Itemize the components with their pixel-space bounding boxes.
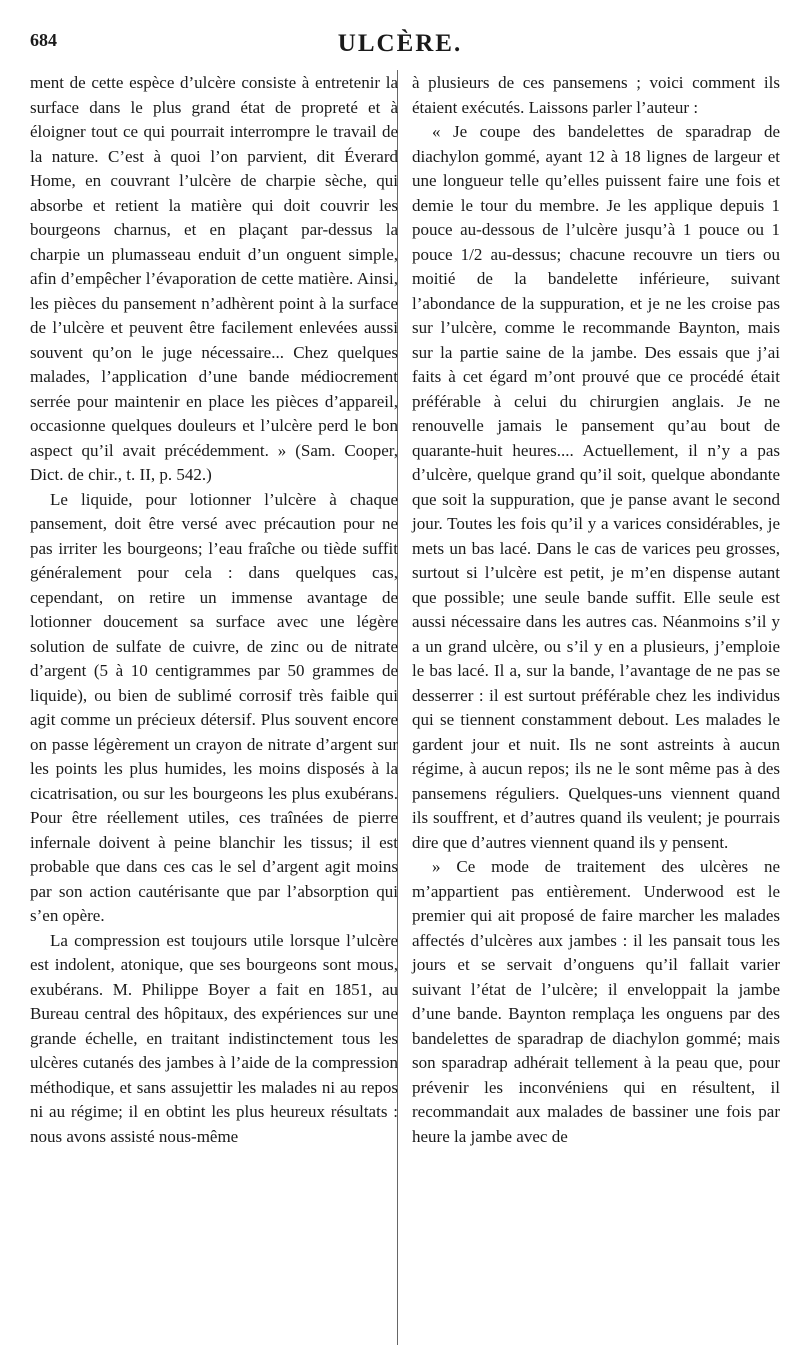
page-header [30, 30, 770, 60]
paragraph: La compression est toujours utile lorsque l’ulcère est indolent, atonique, que ses bourgeons sont mous, exubérans. M. Philippe Boyer a fait en 1851, au Bureau central des hôpitaux, des expériences sur une grande échelle, en traitant indistinctement tous les ulcères cutanés des jambes à l’aide de la compression méthodique, et sans assujettir les malades ni au repos ni au régime; il en obtint les plus heureux résultats : nous avons assisté nous-même [30, 930, 398, 1146]
page-number: 684 [30, 30, 57, 50]
left-column [30, 71, 398, 1149]
right-column [412, 71, 780, 1149]
running-title: ULCÈRE. [337, 30, 463, 57]
paragraph: ment de cette espèce d’ulcère consiste à entretenir la surface dans le plus grand état de propreté et à éloigner tout ce qui pourrait interrompre le travail de la nature. C’est à quoi l’on parvient, dit Éverard Home, en couvrant l’ulcère de charpie sèche, qui absorbe et retient la matière qui doit couvrir les bourgeons charnus, et en plaçant par-dessus la charpie un plumasseau enduit d’un onguent simple, afin d’empêcher l’évaporation de cette matière. Ainsi, les pièces du pansement n’adhèrent point à la surface de l’ulcère et peuvent être facilement enlevées aussi souvent qu’on le juge nécessaire... Chez quelques malades, l’application d’une bande médiocrement serrée pour maintenir en place les pièces d’appareil, occasionne quelques douleurs et l’ulcère perd le bon aspect qu’il avait précédemment. » (Sam. Cooper, Dict. de chir., t. II, p. 542.) [30, 73, 398, 484]
paragraph: » Ce mode de traitement des ulcères ne m’appartient pas entièrement. Underwood est le premier qui ait proposé de faire marcher les malades affectés d’ulcères aux jambes : il les pansait tous les jours et se servait d’onguens qu’il fallait varier suivant l’état de l’ulcère; il enveloppait la jambe d’une bande. Baynton remplaça les onguens par des bandelettes de sparadrap de diachylon gommé; mais son sparadrap adhérait tellement à la peau que, pour prévenir les inconvéniens qui en résultent, il recommandait aux malades de bassiner une fois par heure la jambe avec de [412, 857, 780, 1146]
paragraph: à plusieurs de ces pansemens ; voici comment ils étaient exécutés. Laissons parler l’auteur : [412, 73, 780, 117]
paragraph: Le liquide, pour lotionner l’ulcère à chaque pansement, doit être versé avec précaution pour ne pas irriter les bourgeons; l’eau fraîche ou tiède suffit généralement pour cela : dans quelques cas, cependant, on retire un immense avantage de lotionner doucement sa surface avec une légère solution de sulfate de cuivre, de zinc ou de nitrate d’argent (5 à 10 centigrammes par 50 grammes de liquide), ou bien de sublimé corrosif très faible qui agit comme un précieux détersif. Plus souvent encore on passe légèrement un crayon de nitrate d’argent sur les points les plus humides, les moins disposés à la cicatrisation, ou sur les bourgeons les plus exubérans. Pour être réellement utiles, ces traînées de pierre infernale doivent à peine blanchir les tissus; il est probable que dans ces cas le sel d’argent agit moins par son action cautérisante que par l’absorption qui s’en opère. [30, 489, 398, 925]
paragraph: « Je coupe des bandelettes de sparadrap de diachylon gommé, ayant 12 à 18 lignes de largeur et une longueur telle qu’elles puissent faire une fois et demie le tour du membre. Je les applique depuis 1 pouce au-dessous de l’ulcère jusqu’à 1 pouce ou 1 pouce 1/2 au-dessus; chacune recouvre un tiers ou moitié de la bandelette inférieure, suivant l’abondance de la suppuration, et je ne les croise pas sur l’ulcère, comme le recommande Baynton, mais sur la partie saine de la jambe. Des essais que j’ai faits à cet égard m’ont prouvé que ce procédé était préférable à celui du chirurgien anglais. Je ne renouvelle jamais le pansement qu’au bout de quarante-huit heures.... Actuellement, il n’y a pas d’ulcère, quelque grand qu’il soit, quelque abondante que soit la suppuration, que je panse avant le second jour. Toutes les fois qu’il y a varices considérables, je mets un bas lacé. Dans le cas de varices peu grosses, surtout si l’ulcère est petit, je m’en dispense autant que possible; une seule bande suffit. Elle seule est aussi nécessaire dans les autres cas. Néanmoins s’il y a un grand ulcère, ou s’il y en a plusieurs, j’emploie le bas lacé. Il a, sur la bande, l’avantage de ne pas se desserrer : il est surtout préférable chez les individus qui se tiennent constamment debout. Les malades le gardent jour et nuit. Ils ne sont astreints à aucun régime, à aucun repos; ils ne le sont même pas à des pansemens réguliers. Quelques-uns viennent quand ils souffrent, et d’autres quand ils veulent; je pourrais dire que d’autres viennent quand ils y pensent. [412, 122, 780, 852]
